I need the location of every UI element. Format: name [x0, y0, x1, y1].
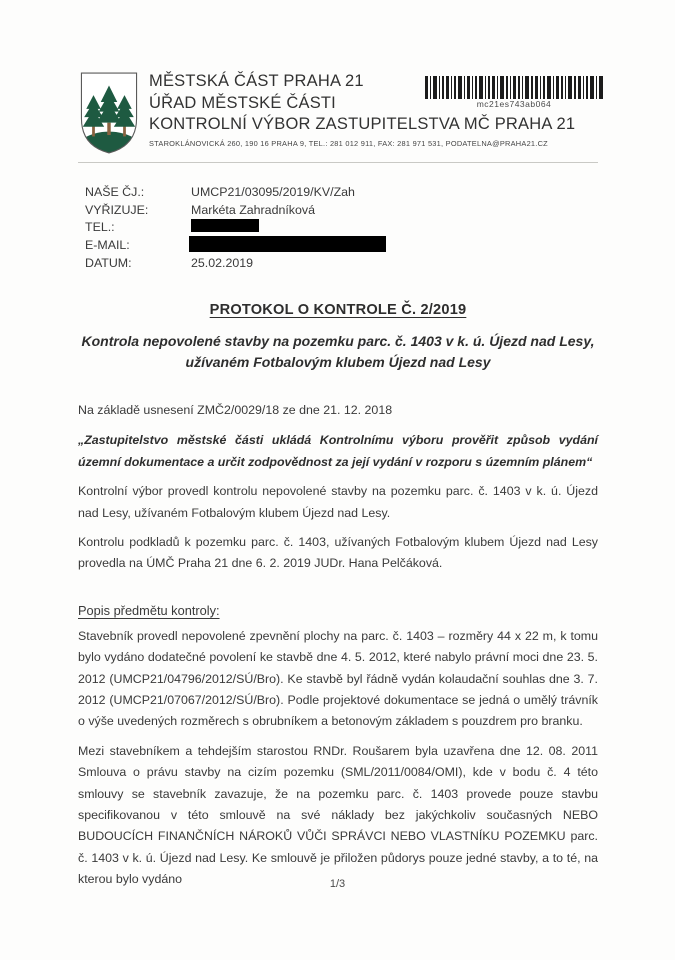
barcode-image	[425, 76, 603, 99]
org-name-line2: ÚŘAD MĚSTSKÉ ČÁSTI	[149, 93, 336, 112]
header-divider	[78, 162, 598, 163]
meta-label: DATUM:	[85, 256, 132, 271]
document-subtitle-line1: Kontrola nepovolené stavby na pozemku parc. č. 1403 v k. ú. Újezd nad Lesy,	[81, 332, 595, 349]
org-name-line3: KONTROLNÍ VÝBOR ZASTUPITELSTVA MČ PRAHA 21	[149, 115, 576, 133]
paragraph-control-performed: Kontrolu podkladů k pozemku parc. č. 1403, užívaných Fotbalovým klubem Újezd nad Lesy provedla na ÚMČ Praha 21 dne 6. 2. 2019 JUDr. Hana Pelčáková.	[78, 535, 598, 571]
page-number: 1/3	[329, 878, 346, 890]
meta-label: VYŘIZUJE:	[85, 202, 149, 217]
meta-row-tel	[85, 219, 598, 237]
meta-label: TEL.:	[85, 220, 115, 235]
barcode	[425, 76, 603, 109]
meta-value: Markéta Zahradníková	[191, 202, 315, 217]
meta-label: E-MAIL:	[85, 238, 130, 253]
paragraph-resolution-quote: „Zastupitelstvo městské části ukládá Kontrolnímu výboru prověřit způsob vydání územní dokumentace a určit zodpovědnost za její vydání v rozporu s územním plánem“	[78, 433, 598, 469]
paragraph-description-2: Mezi stavebníkem a tehdejším starostou RNDr. Roušarem byla uzavřena dne 12. 08. 2011 Smlouva o právu stavby na cizím pozemku (SML/2011/0084/OMI), kde v bodu č. 4 této smlouvy se stavebník zavazuje, že na pozemku parc. č. 1403 provede pouze stavbu specifikovanou v této smlouvě na své náklady bez jakýchkoliv současných NEBO BUDOUCÍCH FINANČNÍCH NÁROKŮ VŮČI SPRÁVCI NEBO VLASTNÍKU POZEMKU parc. č. 1403 v k. ú. Újezd nad Lesy. Ke smlouvě je přiložen půdorys pouze jedné stavby, a to té, na kterou bylo vydáno	[78, 743, 598, 887]
meta-label: NAŠE ČJ.:	[85, 184, 145, 199]
paragraph-control-scope: Kontrolní výbor provedl kontrolu nepovolené stavby na pozemku parc. č. 1403 v k. ú. Újezd nad Lesy, užívaném Fotbalovým klubem Újezd nad Lesy.	[78, 484, 598, 520]
org-name-line1: MĚSTSKÁ ČÁST PRAHA 21	[149, 72, 364, 90]
redaction-bar-email	[189, 236, 386, 252]
document-title: PROTOKOL O KONTROLE Č. 2/2019	[209, 301, 467, 318]
section-heading-popis: Popis předmětu kontroly:	[78, 602, 220, 618]
meta-row-cislo-jednaci	[85, 183, 598, 201]
org-address-line: STAROKLÁNOVICKÁ 260, 190 16 PRAHA 9, TEL.: 281 012 911, FAX: 281 971 531, PODATELNA@PRAHA21.CZ	[149, 138, 548, 148]
meta-value: UMCP21/03095/2019/KV/Zah	[191, 184, 355, 199]
paragraph-description-1: Stavebník provedl nepovolené zpevnění plochy na parc. č. 1403 – rozměry 44 x 22 m, k tomu bylo vydáno dodatečné povolení ke stavbě dne 4. 5. 2012, které nabylo právní moci dne 23. 5. 2012 (UMCP21/04796/2012/SÚ/Bro). Ke stavbě byl řádně vydán kolaudační souhlas dne 3. 7. 2012 (UMCP21/07067/2012/SÚ/Bro). Podle projektové dokumentace se jedná o umělý trávník o výše uvedených rozměrech s obrubníkem a betonovým základem s pouzdrem pro branku.	[78, 628, 598, 729]
meta-value: 25.02.2019	[191, 256, 254, 271]
document-subtitle-line2: užívaném Fotbalovým klubem Újezd nad Lesy	[185, 354, 491, 371]
meta-row-datum	[85, 254, 598, 272]
meta-row-email	[85, 236, 598, 254]
meta-value	[191, 219, 598, 235]
document-meta	[78, 183, 598, 272]
coat-of-arms-logo	[78, 70, 140, 156]
document-subtitle	[78, 331, 598, 374]
meta-value	[191, 236, 598, 255]
redaction-bar-phone	[191, 219, 259, 232]
barcode-label: mc21es743ab064	[476, 99, 552, 109]
meta-row-vyrizuje	[85, 201, 598, 219]
paragraph-intro: Na základě usnesení ZMČ2/0029/18 ze dne 21. 12. 2018	[78, 402, 393, 417]
